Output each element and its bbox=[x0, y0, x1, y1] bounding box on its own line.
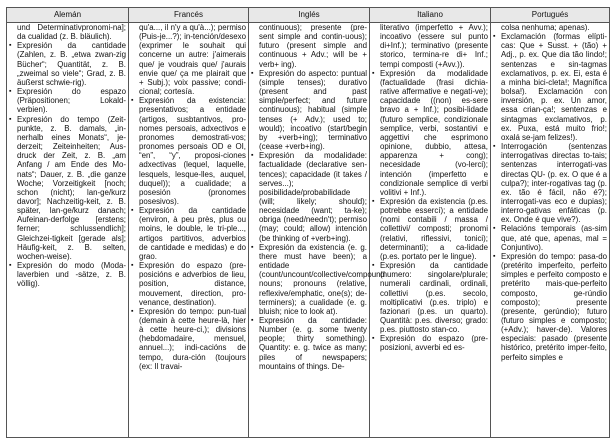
list-item: ▪ Interrogación (sentenzas interrogativas directas to-tais; sentenzas interrogati-vas directas QU- (p. ex. O que é a culpa?); inter-rogativas tag (p. ex. tão é fácil, não é?); interrogati-vas eco e dupias); interro-gativas enfáticas (p. ex. Onde é que vive?). bbox=[493, 142, 607, 224]
header-german: Alemán bbox=[7, 8, 129, 23]
list-item: ▪ Expresión da cantidade: Number (e. g. some twenty people; thirty something). Quantity: e. g. twice as many; piles of newspapers; mountains of things. De- bbox=[251, 316, 367, 371]
continued-text: colsa nenhuma; apenas). bbox=[501, 23, 590, 32]
column-cell-german bbox=[7, 23, 129, 438]
column-cell-french bbox=[129, 23, 249, 438]
list-item: ▪ Expresión da existencia (e. g. there must have been); a entidade (count/uncount/collective/compound nouns; pronouns (relative, reflexive/emphatic, one(s); de-terminers); a cualidade (e. g. bluish; nice to look at). bbox=[251, 243, 367, 316]
continued-text: und Determinativpronomi-na]; da cualidad (z. B. bläulich). bbox=[17, 23, 126, 42]
document-page bbox=[6, 7, 609, 437]
bullet-list bbox=[9, 41, 126, 288]
header-italian: Italiano bbox=[370, 8, 491, 23]
list-item: ▪ Expresión do tempo: pasa-do (pretérito imperfeito, perfeito simples e perfeito composto e pretérito mais-que-perfeito composto, ge-rúndio composto); presente (presente, gerúndio); futuro (futuro simples e composto; (+Adv.); haver-de). Valores especiais: pasado (presente histórico, pretérito imper-feito, perfeito simples e bbox=[493, 252, 607, 362]
content-row bbox=[7, 23, 610, 438]
list-item: ▪ Relacións temporais (as-sim que, até que, apenas, mal = Conjuntivo). bbox=[493, 224, 607, 251]
list-item: ▪ Expresión do espazo (Präpositionen; Lokald-verbien). bbox=[9, 87, 126, 114]
header-english: Inglés bbox=[249, 8, 370, 23]
list-item: ▪ Expresión do tempo (Zeit-punkte, z. B. damals, „in-nerhalb eines Monats“, je-derzeit; Zeiteinheiten; Aus-druck der Zeit, z. B. „am Anfang / am Ende des Mo-nats“; Dauer, z. B. „die ganze Woche; Vorzeitigkeit [noch; schon (nicht); lan-ge/kurz davor]; Nachzeitig-keit, z. B. später, lan-ge/kurz danach; Aufeinan-derfolge [erstens; ferner; schlussendlich]; Gleichzei-tigkeit [gerade als]; Häufig-keit, z. B. selten, wochen-weise). bbox=[9, 115, 126, 262]
list-item: ▪ Expresión da modalidade (factualidade (frasi dichia-rative affermative e negati-ve); capacidade ((non) es-sere bravo a + Inf.); posibi-lidade (futuro semplice, condizionale semplice, verbi, sostantivi e aggettivi che esprimono opinione, dubbio, attesa, apparenza + cong); necesidade (vo-lerci); intención (imperfetto e condizionale semplice di verbi volitivi + Inf.). bbox=[372, 69, 488, 197]
continued-text: qu'a..., il n'y a qu'à...); permiso (Puis-je...?); in-tención/desexo (exprimer le souhait qui concerne un autre: j'aimerais que/ je voudrais que/ j'aurais envie que/ ça me plairait que + Subj.); voix passive; condi-cional; cortesía. bbox=[139, 23, 246, 97]
list-item: ▪ Expresión da cantidade (numero: singolare/plurale; numerali cardinali, ordinali, collettivi (p.es. secolo, moltiplicativi (p.es. triplo) e fazionari (p.es. un quarto). Quantità: p.es. diverso; grado: p.es. piuttosto stan-co. bbox=[372, 261, 488, 334]
list-item: ▪ Expresión do espazo (pre-posizioni, avverbi ed es- bbox=[372, 334, 488, 352]
bullet-list bbox=[131, 96, 246, 371]
list-item: ▪ Expresión da existencia: presentativos; a entidade (artigos, susbtantivos, pro-nomes persoais, adxectivos e pronomes demostrati-vos; pronomes persoais OD e OI, “en”, “y”, proposi-ciones adxectivas (lequel, laquelle, lesquels, lesque-lles, auquel, duquel)); a cualidade; a posesión (pronomes posesivos). bbox=[131, 96, 246, 206]
continued-text: continuous); presente (pre-sent simple and contin-uous); futuro (present simple and continuous + Adv.; will be + verb+ ing). bbox=[259, 23, 367, 69]
list-item: ▪ Expresión da cantidade (environ, à peu près, plus ou moins, le double, le tri-ple..., artigos partitivos, adverbios de cantidade e medidas) e do grao. bbox=[131, 206, 246, 261]
column-cell-english bbox=[249, 23, 385, 438]
bullet-list bbox=[251, 68, 385, 371]
column-cell-portuguese bbox=[491, 23, 610, 438]
list-item: ▪ Expresión do espazo (pre-posicións e adverbios de lieu, position, distance, mouvement, direction, pro-venance, destination). bbox=[131, 261, 246, 307]
list-item: ▪ Expresión do tempo: pun-tual (demain à cette heure-là, hier à cette heure-ci,); divisions (hebdomadaire, mensuel, annuel...); indi-cacións de tempo, dura-ción (toujours (ex: Il travai- bbox=[131, 307, 246, 371]
header-portuguese: Portugués bbox=[491, 8, 610, 23]
column-cell-italian bbox=[370, 23, 491, 438]
list-item: ▪ Expresión da modalidade: factualidade (declarative sen-tences); capacidade (it takes / serves...); posibilidade/probabilidade (will; likely; should); necesidade (want; ta-ke); obriga (need/needn't); permiso (may; could; allow) intención (be thinking of +verb+ing). bbox=[251, 151, 367, 243]
list-item: ▪ Expresión do aspecto: puntual (simple tenses); durativo (present and past simple/perfect; and future continuous); habitual (simple tenses (+ Adv.); used to; would); incoativo (start/begin by +verb+ing); terminativo (cease +verb+ing). bbox=[251, 69, 367, 151]
header-french: Francés bbox=[129, 8, 249, 23]
list-item: ▪ Expresión da cantidade (Zahlen, z. B. „etwa zwan-zig Bücher“; Quantität, z. B. „zweimal so viele“; Grad, z. B. äußerst schwie-rig). bbox=[9, 41, 126, 87]
bullet-list bbox=[372, 69, 488, 353]
list-item: ▪ Expresión da existencia (p.es. potrebbe essercí); a entidade (nomi contabili / massa / collettivi/ composti; pronomi (relativi, riflessivi, tonici); determinanti); a ca-lidade (p.es. portato per le lingue). bbox=[372, 197, 488, 261]
comparison-table bbox=[6, 7, 610, 438]
continued-text: literativo (imperfetto + Avv.); incoativo (essere sul punto di+Inf.); terminativo (presente storico, termina-re di+ Inf.; tempi composti (+Avv.)). bbox=[380, 23, 488, 69]
list-item: ▪ Exclamación (formas elípti-cas: Que + Susst. + (tão) + Adj., p. ex. Que dia tão lindo!; sentenzas e sin-tagmas exclamativos, p. ex. Ei, esta é a minha bici-cleta!; Magnífica bolsa!). Exclamación con inversión, p. ex. Un amor, essa crian-ça!; sentenzas e sintagmas exclamativos, p. ex. Puxa, está muito frio!; oxalá se-jam felizes!). bbox=[493, 32, 607, 142]
header-row bbox=[7, 8, 610, 23]
list-item: ▪ Expresión do modo (Moda-laverbien und -sätze, z. B. völlig). bbox=[9, 261, 126, 288]
bullet-list bbox=[493, 32, 607, 362]
